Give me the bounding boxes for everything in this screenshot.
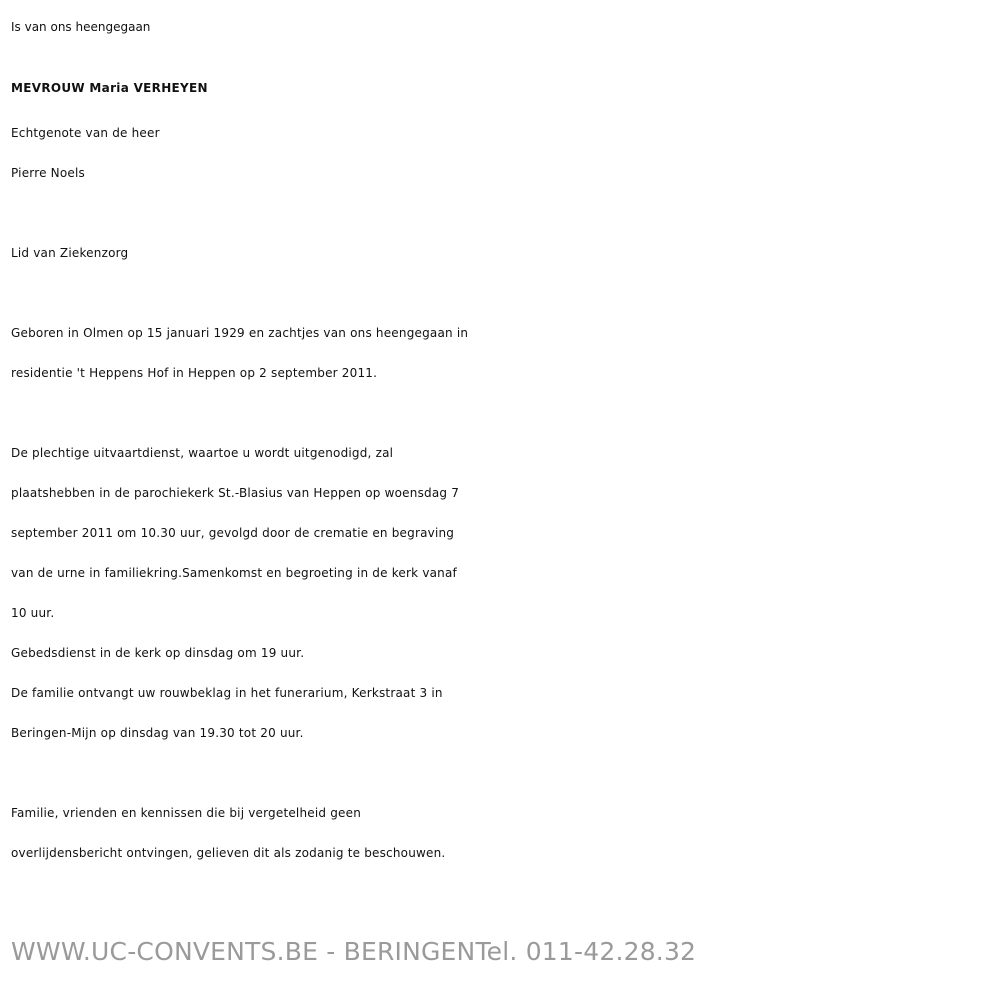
spacer (11, 273, 1000, 313)
birth-line-1: Geboren in Olmen op 15 januari 1929 en zachtjes van ons heengegaan in (11, 326, 469, 340)
prayer-service-line: Gebedsdienst in de kerk op dinsdag om 19 uur. (11, 646, 305, 660)
spouse-line-2: Pierre Noels (11, 166, 85, 180)
condolence-line-2: Beringen-Mijn op dinsdag van 19.30 tot 20 uur. (11, 726, 304, 740)
membership-text: Lid van Ziekenzorg (11, 246, 129, 260)
spacer (11, 393, 1000, 433)
spouse-line-1: Echtgenote van de heer (11, 126, 160, 140)
closing-line-2: overlijdensbericht ontvingen, gelieven dit als zodanig te beschouwen. (11, 846, 446, 860)
spacer (11, 193, 1000, 233)
deceased-name: MEVROUW Maria VERHEYEN (11, 81, 208, 95)
intro-text: Is van ons heengegaan (11, 20, 151, 34)
service-line-1: De plechtige uitvaartdienst, waartoe u wordt uitgenodigd, zal (11, 446, 394, 460)
footer-contact: WWW.UC-CONVENTS.BE - BERINGENTel. 011-42.28.32 (11, 937, 697, 966)
service-line-2: plaatshebben in de parochiekerk St.-Blasius van Heppen op woensdag 7 (11, 486, 460, 500)
service-line-3: september 2011 om 10.30 uur, gevolgd door de crematie en begraving (11, 526, 455, 540)
closing-line-1: Familie, vrienden en kennissen die bij vergetelheid geen (11, 806, 362, 820)
service-line-5: 10 uur. (11, 606, 55, 620)
condolence-line-1: De familie ontvangt uw rouwbeklag in het funerarium, Kerkstraat 3 in (11, 686, 443, 700)
birth-line-2: residentie 't Heppens Hof in Heppen op 2 september 2011. (11, 366, 378, 380)
spacer (11, 753, 1000, 793)
service-line-4: van de urne in familiekring.Samenkomst en begroeting in de kerk vanaf (11, 566, 457, 580)
